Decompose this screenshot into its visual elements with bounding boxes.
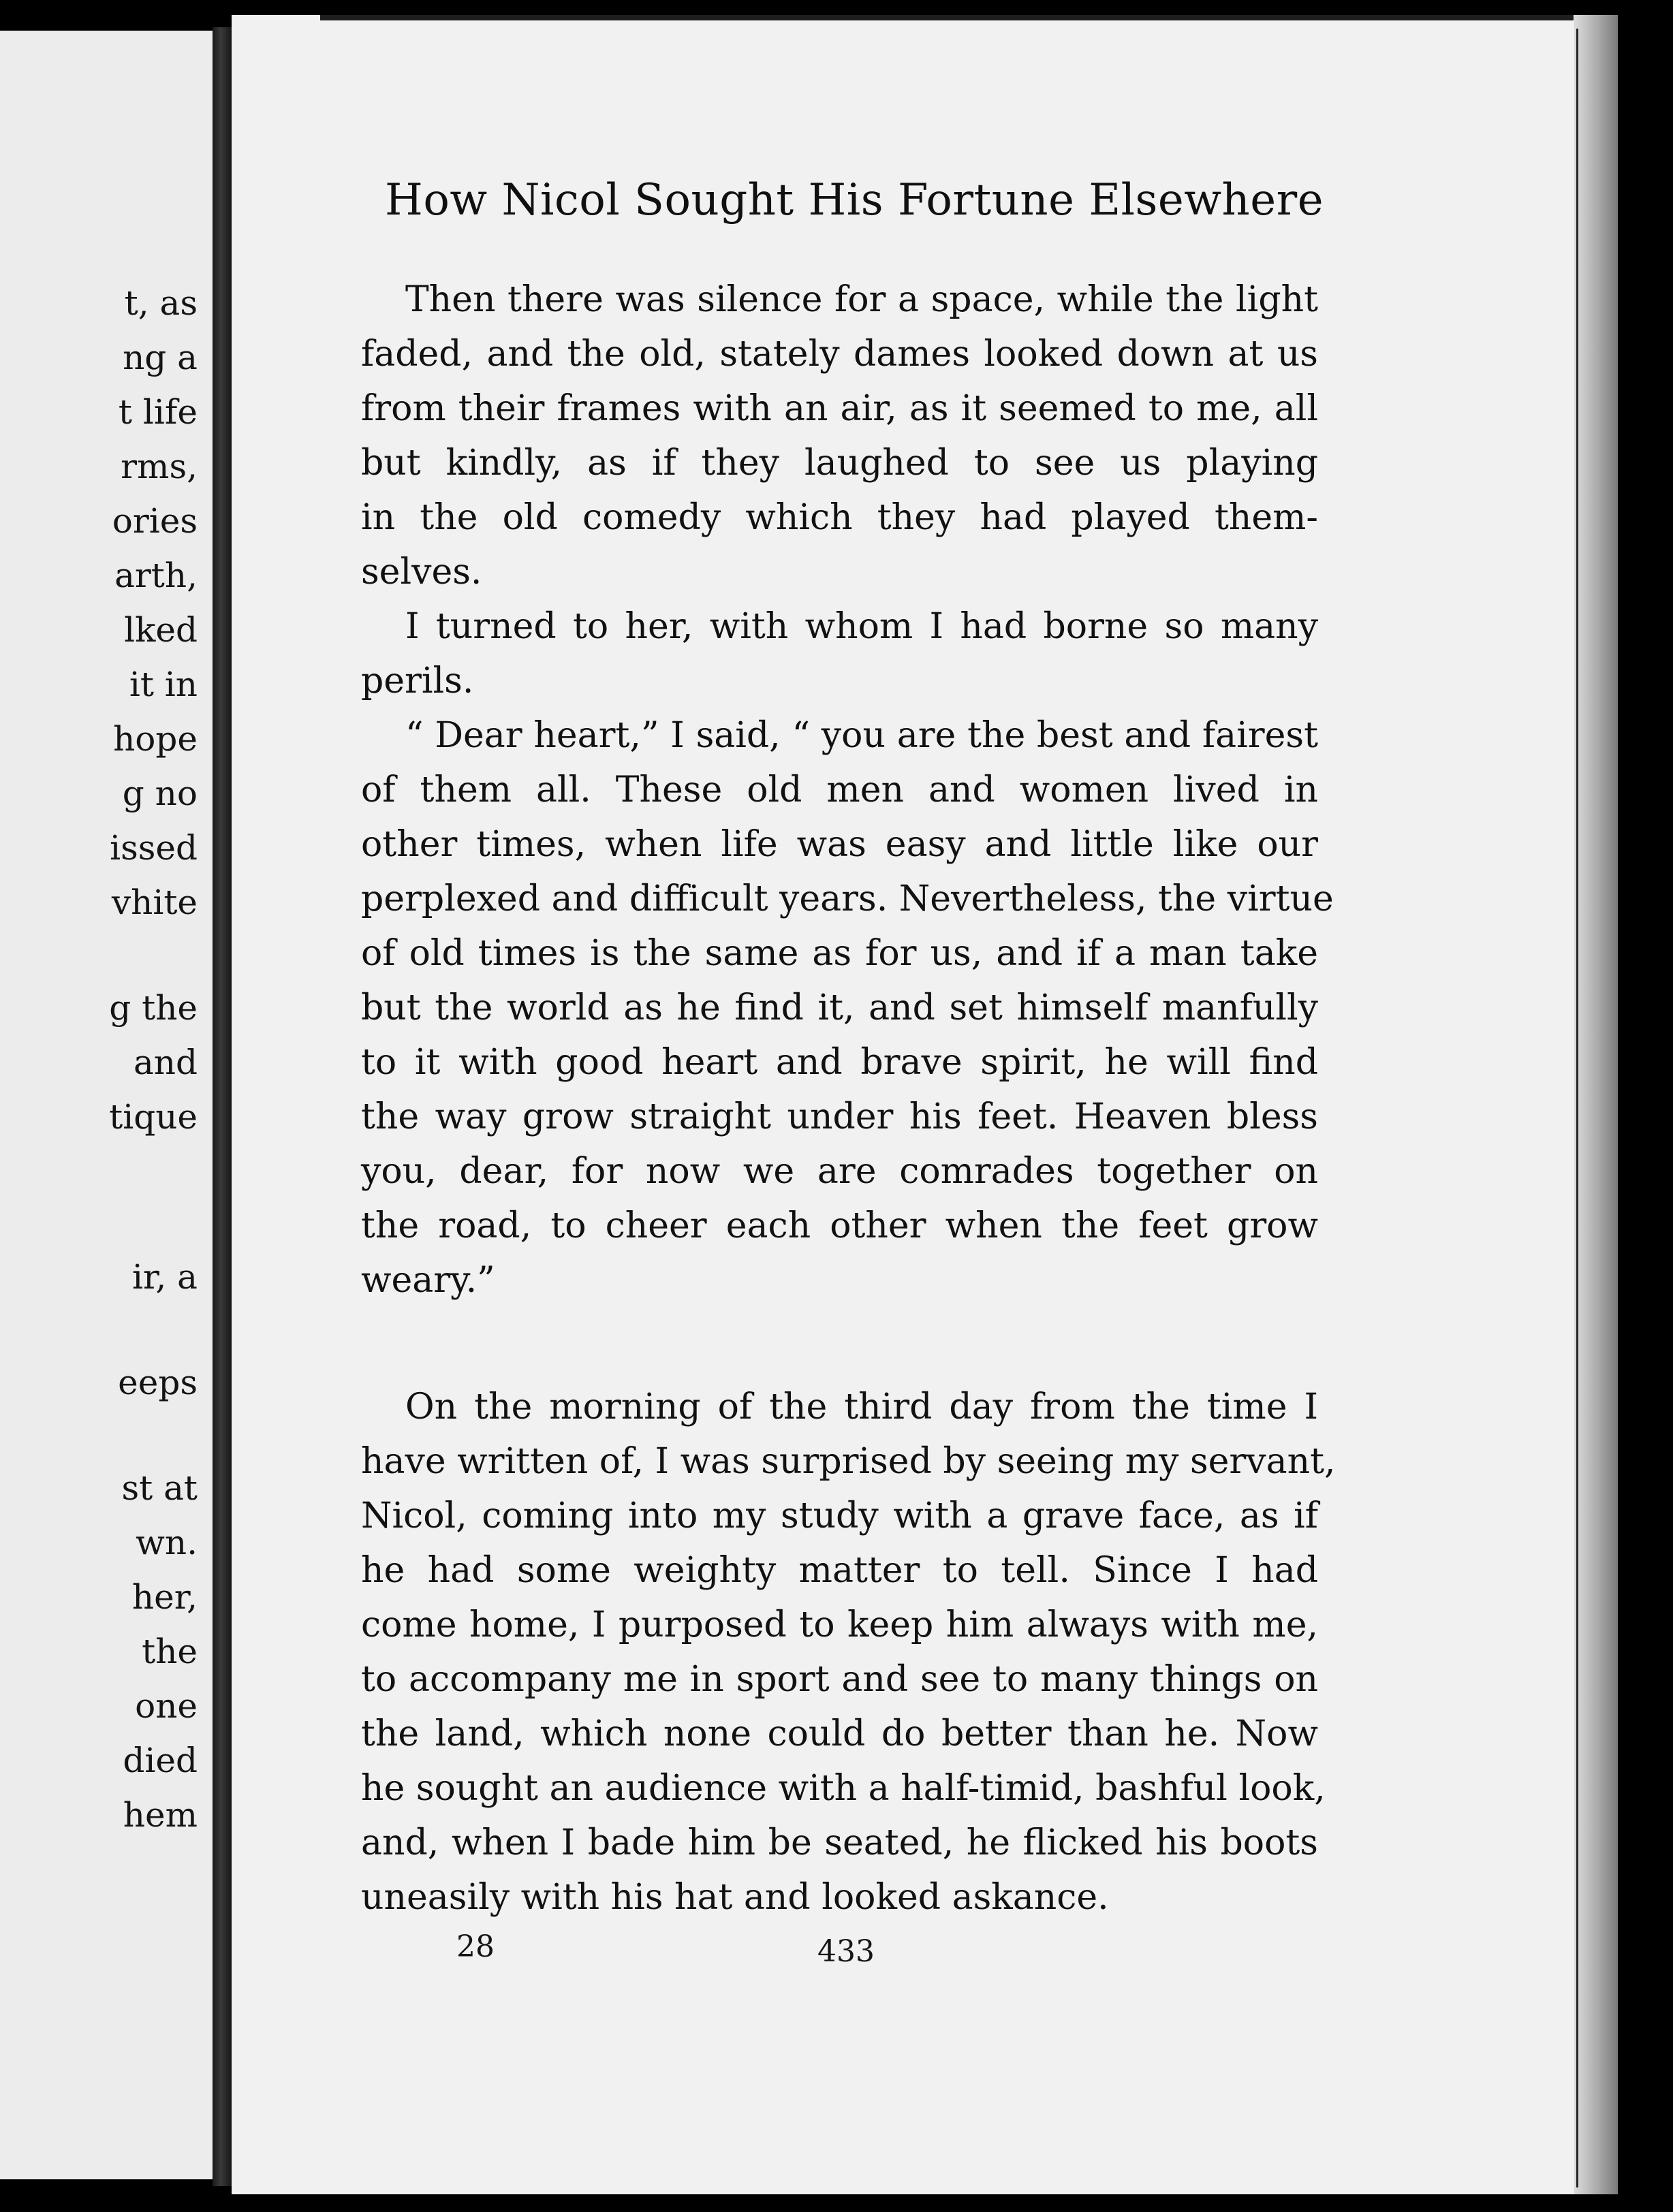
text-line: perplexed and difficult years. Nevertheless, the virtue — [361, 879, 1334, 919]
facing-page-text: and — [133, 1043, 198, 1082]
text-line: “ Dear heart,” I said, “ you are the best and fairest — [405, 715, 1318, 756]
text-line: the way grow straight under his feet. Heaven bless — [361, 1096, 1318, 1137]
text-line: but the world as he find it, and set himself manfully — [361, 988, 1318, 1028]
text-line: other times, when life was easy and little like our — [361, 824, 1318, 865]
text-line: Nicol, coming into my study with a grave face, as if — [361, 1496, 1318, 1536]
facing-page-text: vhite — [111, 883, 198, 922]
text-line: of them all. These old men and women lived in — [361, 770, 1318, 810]
facing-page-text: ng a — [123, 338, 198, 377]
page-edge-line — [1576, 29, 1578, 2187]
text-line: he sought an audience with a half-timid, bashful look, — [361, 1768, 1326, 1809]
facing-page-text: st at — [121, 1468, 198, 1508]
facing-page-text: hope — [113, 719, 198, 759]
facing-page-text: ir, a — [132, 1257, 198, 1297]
text-line: and, when I bade him be seated, he flicked his boots — [361, 1822, 1318, 1863]
facing-page-text: g the — [109, 988, 198, 1028]
facing-page-text: g no — [122, 774, 198, 813]
text-line: selves. — [361, 552, 482, 592]
text-line: uneasily with his hat and looked askance. — [361, 1877, 1109, 1918]
facing-page-text: tique — [109, 1097, 198, 1137]
text-line: he had some weighty matter to tell. Since I had — [361, 1550, 1318, 1591]
book-gutter — [213, 27, 233, 2186]
text-line: from their frames with an air, as it seemed to me, all — [361, 388, 1318, 429]
facing-page-text: arth, — [114, 556, 198, 595]
facing-page-text: it in — [129, 665, 198, 704]
facing-page-text: died — [123, 1741, 198, 1780]
book-page — [232, 15, 1618, 2194]
text-line: to it with good heart and brave spirit, he will find — [361, 1042, 1318, 1083]
text-line: the road, to cheer each other when the feet grow — [361, 1205, 1318, 1246]
signature-mark: 28 — [456, 1929, 495, 1964]
text-line: in the old comedy which they had played them- — [361, 497, 1318, 538]
page-right-edge — [1574, 15, 1618, 2194]
text-line: of old times is the same as for us, and if a man take — [361, 933, 1318, 974]
facing-page-text: the — [142, 1632, 198, 1671]
facing-page-text: lked — [124, 610, 198, 650]
text-line: On the morning of the third day from the time I — [405, 1387, 1318, 1427]
facing-page-text: rms, — [121, 447, 198, 486]
facing-page-text: wn. — [136, 1523, 198, 1562]
facing-page-text: issed — [110, 828, 198, 868]
text-line: the land, which none could do better than he. Now — [361, 1713, 1318, 1754]
text-line: have written of, I was surprised by seeing my servant, — [361, 1441, 1336, 1482]
facing-page-text: eeps — [118, 1363, 198, 1402]
text-line: come home, I purposed to keep him always with me, — [361, 1605, 1318, 1645]
text-line: Then there was silence for a space, while the light — [405, 279, 1318, 320]
facing-page-text: her, — [131, 1577, 198, 1617]
text-line: faded, and the old, stately dames looked down at us — [361, 334, 1318, 375]
facing-page-text: ories — [112, 501, 198, 541]
text-line: to accompany me in sport and see to many things on — [361, 1659, 1318, 1700]
running-head: How Nicol Sought His Fortune Elsewhere — [385, 175, 1324, 225]
text-line: perils. — [361, 661, 474, 701]
facing-page-text: t, as — [124, 283, 198, 323]
facing-page-text: t life — [118, 392, 198, 432]
facing-page-text: hem — [123, 1795, 198, 1835]
page-top-edge — [320, 15, 1574, 20]
text-line: I turned to her, with whom I had borne so many — [405, 606, 1318, 647]
text-line: weary.” — [361, 1260, 495, 1301]
facing-page-text: one — [135, 1686, 198, 1726]
page-number: 433 — [817, 1934, 875, 1969]
facing-page-fragment — [0, 31, 213, 2179]
text-line: but kindly, as if they laughed to see us playing — [361, 443, 1318, 484]
text-line: you, dear, for now we are comrades together on — [361, 1151, 1318, 1192]
